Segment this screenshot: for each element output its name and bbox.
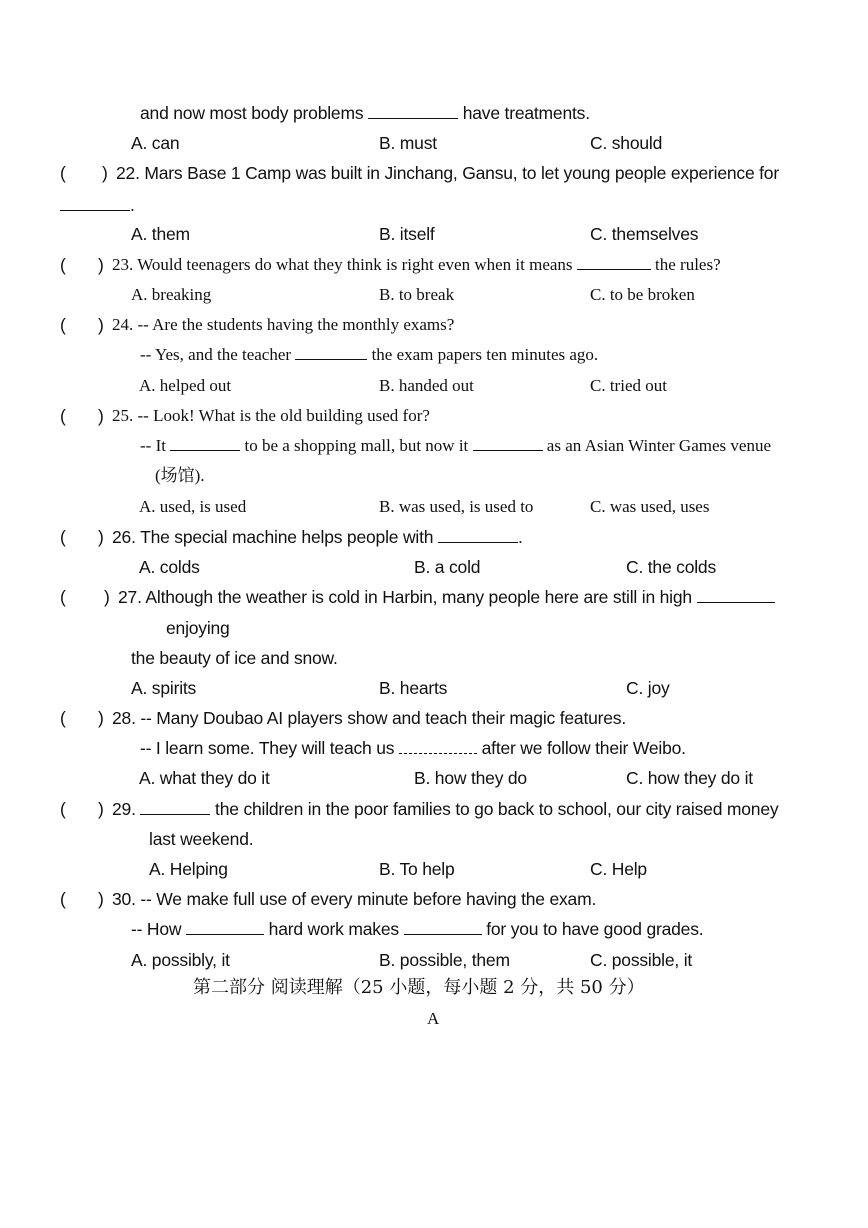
q27-answer-paren-open[interactable]: (	[60, 587, 66, 607]
q29-option-b[interactable]: B. To help	[379, 859, 455, 879]
q30-reply-text-end: for you to have good grades.	[481, 919, 704, 939]
q27-stem	[118, 586, 775, 608]
q29-option-a[interactable]: A. Helping	[149, 859, 228, 879]
q24-blank[interactable]	[295, 345, 367, 360]
q26-option-a[interactable]: A. colds	[139, 557, 200, 577]
q30-option-c[interactable]: C. possible, it	[590, 950, 693, 970]
q30-option-a[interactable]: A. possibly, it	[131, 950, 230, 970]
q28-answer-paren-close[interactable]: )	[98, 708, 104, 728]
q25-blank-1[interactable]	[170, 436, 240, 451]
q28-reply-text-end: after we follow their Weibo.	[476, 738, 686, 758]
q24-reply-text-end: the exam papers ten minutes ago.	[367, 345, 599, 364]
q29-option-c[interactable]: C. Help	[590, 859, 647, 879]
q25-option-b[interactable]: B. was used, is used to	[379, 497, 534, 516]
q27-option-b[interactable]: B. hearts	[379, 678, 448, 698]
q30-answer-paren-open[interactable]: (	[60, 889, 66, 909]
q24-option-b[interactable]: B. handed out	[379, 376, 474, 395]
q22-option-c[interactable]: C. themselves	[590, 224, 699, 244]
q30-stem: 30. -- We make full use of every minute before having the exam.	[112, 889, 597, 909]
q28-reply	[140, 737, 686, 759]
q21-blank[interactable]	[368, 104, 458, 119]
q26-answer-paren-open[interactable]: (	[60, 527, 66, 547]
q28-option-c[interactable]: C. how they do it	[626, 768, 753, 788]
q29-number: 29.	[112, 799, 141, 819]
q26-stem	[112, 526, 523, 548]
q25-option-a[interactable]: A. used, is used	[139, 497, 247, 516]
q25-reply-text-mid: to be a shopping mall, but now it	[240, 436, 473, 455]
q23-blank[interactable]	[577, 255, 651, 270]
q28-stem: 28. -- Many Doubao AI players show and teach their magic features.	[112, 708, 627, 728]
q24-option-c[interactable]: C. tried out	[590, 376, 667, 395]
q23-stem-text-end: the rules?	[650, 255, 721, 274]
q23-answer-paren-open[interactable]: (	[60, 255, 66, 275]
q28-answer-paren-open[interactable]: (	[60, 708, 66, 728]
q29-answer-paren-close[interactable]: )	[98, 799, 104, 819]
q23-option-a[interactable]: A. breaking	[131, 285, 212, 304]
q27-option-c[interactable]: C. joy	[626, 678, 670, 698]
q21-stem-text: and now most body problems	[140, 103, 369, 123]
q28-option-b[interactable]: B. how they do	[414, 768, 527, 788]
q28-reply-text: -- I learn some. They will teach us	[140, 738, 399, 758]
q23-stem-text: 23. Would teenagers do what they think is right even when it means	[112, 255, 577, 274]
q26-blank[interactable]	[438, 528, 518, 543]
q28-blank[interactable]	[399, 739, 477, 754]
q30-blank-1[interactable]	[186, 920, 264, 935]
q22-period: .	[130, 195, 135, 215]
q29-answer-paren-open[interactable]: (	[60, 799, 66, 819]
q22-blank[interactable]	[60, 196, 130, 211]
q21-stem-text-end: have treatments.	[458, 103, 590, 123]
q26-option-c[interactable]: C. the colds	[626, 557, 717, 577]
section-subheading: A	[427, 1009, 440, 1028]
q25-stem: 25. -- Look! What is the old building used for?	[112, 406, 430, 425]
q30-reply-text-mid: hard work makes	[264, 919, 404, 939]
q25-reply	[140, 435, 771, 457]
q29-stem-cont: last weekend.	[149, 829, 254, 849]
q21-option-c[interactable]: C. should	[590, 133, 663, 153]
q24-option-a[interactable]: A. helped out	[139, 376, 232, 395]
q27-stem-text: 27. Although the weather is cold in Harbin, many people here are still in high	[118, 587, 692, 607]
q22-stem: 22. Mars Base 1 Camp was built in Jinchang, Gansu, to let young people experience for	[116, 163, 779, 183]
q30-reply-text: -- How	[131, 919, 186, 939]
q25-option-c[interactable]: C. was used, uses	[590, 497, 710, 516]
q23-option-c[interactable]: C. to be broken	[590, 285, 695, 304]
q27-stem-cont-1: enjoying	[166, 618, 230, 638]
q27-option-a[interactable]: A. spirits	[131, 678, 197, 698]
q29-stem-text: the children in the poor families to go back to school, our city raised money	[210, 799, 779, 819]
q26-option-b[interactable]: B. a cold	[414, 557, 481, 577]
q25-reply-gloss: (场馆).	[155, 466, 205, 485]
q24-answer-paren-open[interactable]: (	[60, 315, 66, 335]
q25-answer-paren-close[interactable]: )	[98, 406, 104, 426]
q25-blank-2[interactable]	[473, 436, 543, 451]
q28-option-a[interactable]: A. what they do it	[139, 768, 270, 788]
q24-reply-text: -- Yes, and the teacher	[140, 345, 296, 364]
q23-stem	[112, 254, 721, 276]
q25-reply-text: -- It	[140, 436, 171, 455]
q22-stem-end	[60, 194, 135, 216]
q26-stem-text: 26. The special machine helps people with	[112, 527, 438, 547]
q25-reply-text-end: as an Asian Winter Games venue	[542, 436, 771, 455]
q27-stem-cont-2: the beauty of ice and snow.	[131, 648, 338, 668]
q26-period: .	[517, 527, 523, 547]
q30-blank-2[interactable]	[404, 920, 482, 935]
q24-answer-paren-close[interactable]: )	[98, 315, 104, 335]
q30-option-b[interactable]: B. possible, them	[379, 950, 510, 970]
q30-answer-paren-close[interactable]: )	[98, 889, 104, 909]
q29-stem	[112, 798, 778, 820]
q22-option-a[interactable]: A. them	[131, 224, 190, 244]
q30-reply	[131, 918, 703, 940]
q23-option-b[interactable]: B. to break	[379, 285, 455, 304]
q22-option-b[interactable]: B. itself	[379, 224, 435, 244]
q26-answer-paren-close[interactable]: )	[98, 527, 104, 547]
q27-blank[interactable]	[697, 588, 775, 603]
q24-reply	[140, 344, 598, 366]
q27-answer-paren-close[interactable]: )	[104, 587, 110, 607]
q23-answer-paren-close[interactable]: )	[98, 255, 104, 275]
q22-answer-paren-close[interactable]: )	[102, 163, 108, 183]
q21-stem	[140, 102, 590, 124]
q25-answer-paren-open[interactable]: (	[60, 406, 66, 426]
section-title: 第二部分 阅读理解（25 小题，每小题 2 分，共 50 分）	[193, 977, 645, 998]
q24-stem: 24. -- Are the students having the monthly exams?	[112, 315, 455, 334]
q29-blank[interactable]	[140, 800, 210, 815]
q21-option-a[interactable]: A. can	[131, 133, 180, 153]
q21-option-b[interactable]: B. must	[379, 133, 437, 153]
q22-answer-paren-open[interactable]: (	[60, 163, 66, 183]
